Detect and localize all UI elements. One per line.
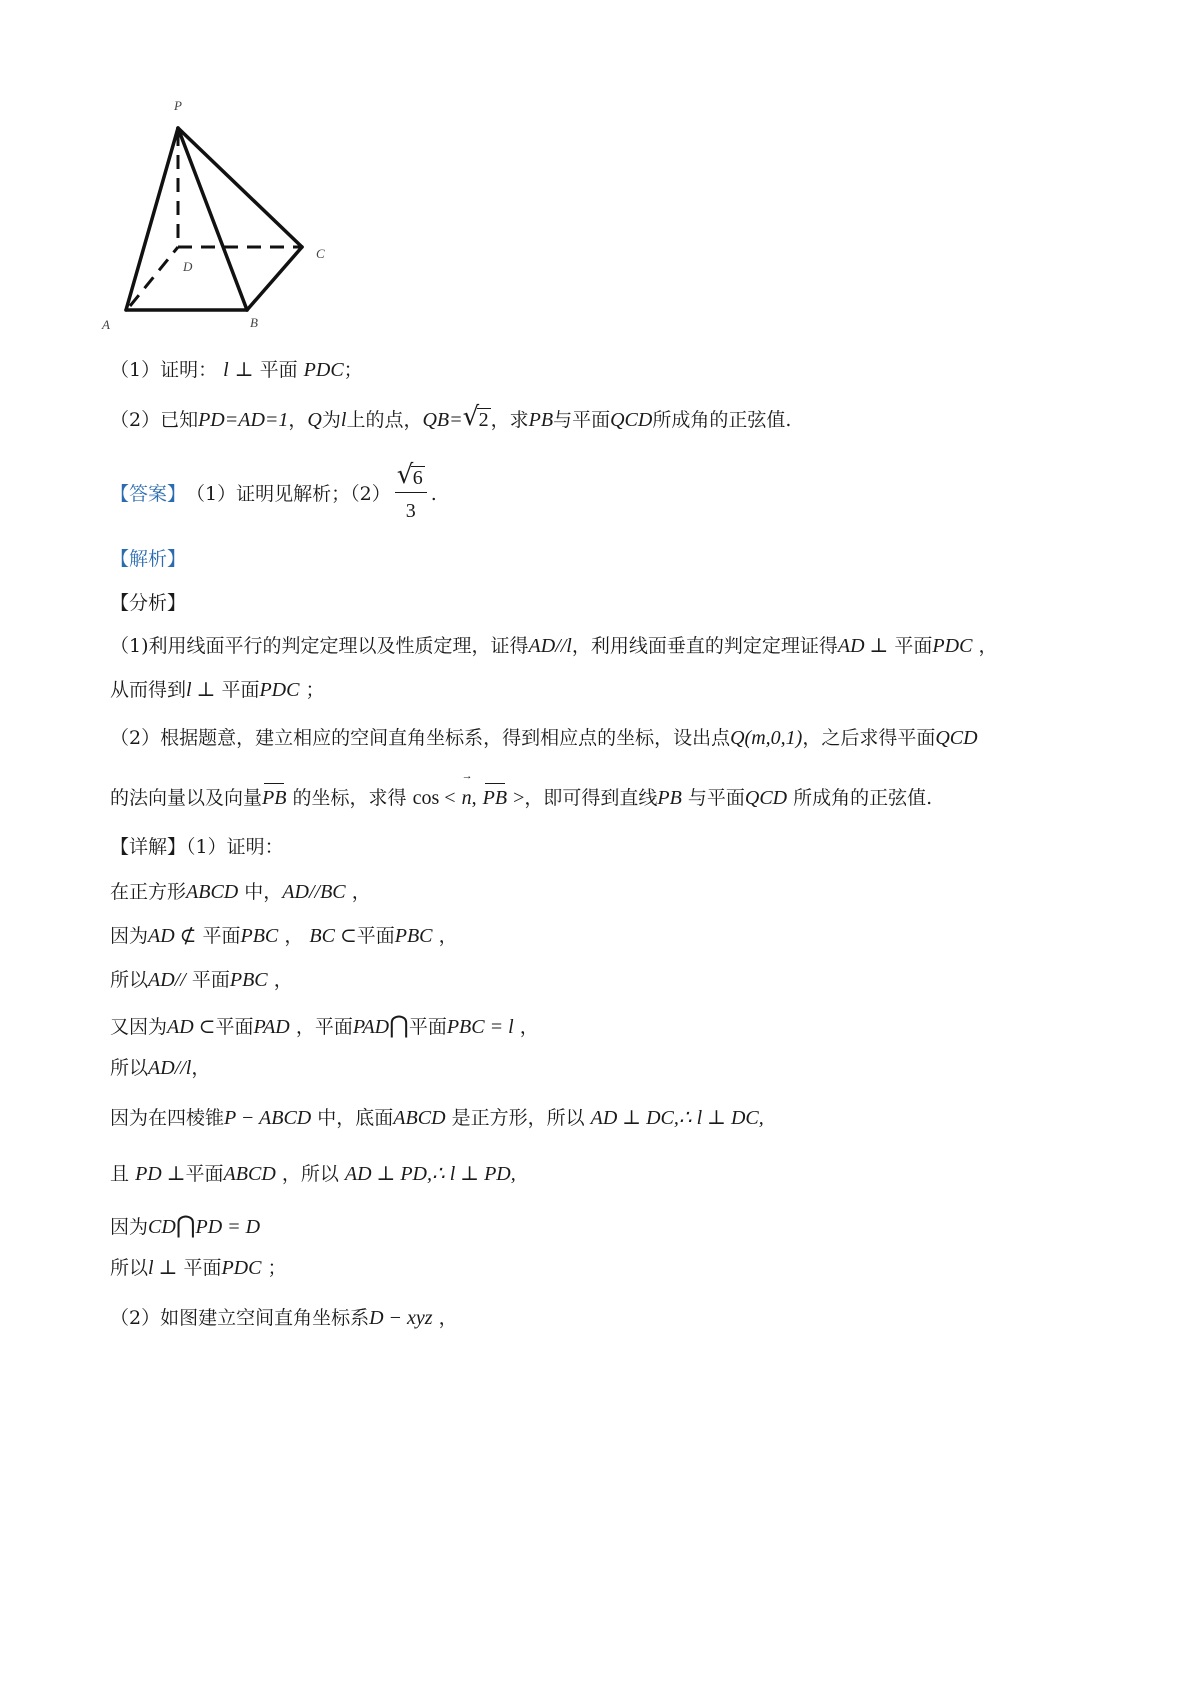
detail-line-10: [110, 1306, 458, 1330]
d7f: AD ⊥ PD,∴ l ⊥ PD,: [344, 1163, 516, 1185]
d8a: 因为: [110, 1216, 149, 1238]
q2-end: 所成角的正弦值.: [652, 409, 792, 431]
d9a: 所以: [110, 1257, 149, 1279]
d8b: CD: [148, 1216, 176, 1238]
d2b: AD ⊄: [148, 925, 197, 947]
d10c: ，: [438, 1307, 458, 1329]
q2-on: 上的点，: [346, 409, 423, 431]
vector-PB: PB: [262, 787, 287, 809]
analysis-4j: PB: [657, 787, 682, 809]
d5b: AD//l: [148, 1057, 192, 1079]
d1a: 在正方形: [110, 881, 187, 903]
d7d: ABCD: [223, 1163, 276, 1185]
analysis-1a: （1)利用线面平行的判定定理以及性质定理，证得: [110, 635, 529, 657]
analysis-4a: 的法向量以及向量: [110, 787, 263, 809]
analysis-1e: 平面: [894, 635, 933, 657]
vector-n: → n: [462, 786, 472, 810]
analysis-1c: ，利用线面垂直的判定定理证得: [571, 635, 838, 657]
q2-mid: ，求: [490, 409, 529, 431]
d9c: 平面: [183, 1257, 222, 1279]
detail-tag: 【详解】: [110, 836, 187, 858]
analysis-2a: 从而得到: [110, 679, 187, 701]
analysis-2d: PDC: [259, 679, 300, 701]
detail-line-5: [110, 1056, 210, 1080]
q1-prefix: （1）证明：: [110, 359, 218, 381]
d7e: ，所以: [281, 1163, 339, 1185]
d3c: 平面: [191, 969, 230, 991]
d4f: PAD: [352, 1016, 390, 1038]
d5c: ，: [191, 1057, 211, 1079]
q2-prefix: （2）已知: [110, 409, 199, 431]
answer-text: （1）证明见解析；（2）: [186, 483, 391, 506]
d3e: ，: [273, 969, 293, 991]
d1b: ABCD: [186, 881, 239, 903]
q2-Q: Q: [307, 409, 322, 431]
analysis-2e: ；: [305, 679, 325, 701]
d4h: 平面: [408, 1016, 447, 1038]
detail-line-2: [110, 924, 458, 948]
analysis-1b: AD//l: [528, 635, 572, 657]
d2h: PBC: [394, 925, 433, 947]
analysis-3b: Q: [730, 727, 745, 749]
d7a: 且: [110, 1163, 130, 1185]
d2g: 平面: [356, 925, 395, 947]
d8d: PD = D: [195, 1216, 261, 1238]
d7c: 平面: [185, 1163, 224, 1185]
analysis-4f: ,: [471, 787, 477, 809]
d4e: ，平面: [295, 1016, 353, 1038]
q2-wei: 为: [321, 409, 341, 431]
analysis-line-1: [110, 634, 997, 658]
answer-num: 6: [412, 467, 423, 489]
d6f: AD ⊥ DC,∴ l ⊥ DC,: [590, 1107, 764, 1129]
edge-PA: [126, 128, 178, 310]
d2f: BC ⊂: [309, 925, 357, 947]
analysis-line-2: [110, 678, 325, 702]
answer-den: 3: [405, 500, 416, 522]
d10b: D − xyz: [369, 1307, 433, 1329]
pyramid-figure: [90, 88, 350, 348]
answer-line: [110, 460, 437, 523]
d5a: 所以: [110, 1057, 149, 1079]
answer-tag: 【答案】: [110, 483, 187, 506]
vector-PB-2: PB: [482, 787, 508, 809]
sqrt-2-arg: 2: [478, 409, 489, 431]
detail-head: （1）证明：: [186, 836, 284, 858]
d4a: 又因为: [110, 1016, 168, 1038]
d10a: （2）如图建立空间直角坐标系: [110, 1307, 370, 1329]
edge-PB: [178, 128, 247, 310]
d6d: ABCD: [393, 1107, 446, 1129]
q1-plane: 平面: [259, 359, 298, 381]
question-2: [110, 402, 792, 432]
d2i: ，: [438, 925, 458, 947]
d2c: 平面: [202, 925, 241, 947]
d1d: AD//BC: [282, 881, 346, 903]
analysis-line-3: [110, 726, 978, 750]
analysis-3d: ，之后求得平面: [802, 727, 936, 749]
d4b: AD ⊂: [167, 1016, 216, 1038]
d9b: l ⊥: [148, 1257, 178, 1279]
label-P: P: [174, 98, 182, 113]
answer-fraction: √ 6 3: [395, 466, 427, 523]
analysis-1f: PDC: [932, 635, 973, 657]
d6c: 中，底面: [317, 1107, 394, 1129]
d4d: PAD: [253, 1016, 290, 1038]
label-A: A: [102, 317, 110, 332]
analysis-3c: (m,0,1): [744, 727, 803, 749]
d1c: 中，: [244, 881, 283, 903]
d4i: PBC = l: [446, 1016, 514, 1038]
fenxi-heading: 【分析】: [110, 592, 187, 614]
sqrt-2: √ 2: [462, 402, 489, 432]
detail-line-4: [110, 1012, 539, 1041]
q2-pb: PB: [528, 409, 554, 431]
q2-qb: QB=: [422, 409, 463, 431]
d4g: ⋂: [389, 1013, 409, 1039]
edge-BC: [247, 247, 302, 310]
d9d: PDC: [221, 1257, 262, 1279]
analysis-3a: （2）根据题意，建立相应的空间直角坐标系，得到相应点的坐标，设出点: [110, 727, 731, 749]
d6b: P − ABCD: [224, 1107, 312, 1129]
analysis-4m: 所成角的正弦值.: [793, 787, 933, 809]
analysis-line-4: [110, 786, 932, 810]
label-D: D: [183, 259, 193, 274]
q1-pdc: PDC: [303, 359, 344, 381]
d1e: ，: [351, 881, 371, 903]
detail-line-6: [110, 1106, 764, 1130]
d7b: PD ⊥: [135, 1163, 186, 1185]
label-C: C: [316, 246, 325, 261]
d9e: ；: [267, 1257, 287, 1279]
detail-line-9: [110, 1256, 287, 1280]
detail-line-1: [110, 880, 371, 904]
d3d: PBC: [229, 969, 268, 991]
q2-cond: PD=AD=1: [198, 409, 289, 431]
d2a: 因为: [110, 925, 149, 947]
d8c: ⋂: [175, 1213, 196, 1239]
d3b: AD//: [148, 969, 186, 991]
detail-heading: [110, 836, 284, 859]
label-B: B: [250, 315, 258, 330]
q2-l: l: [340, 409, 347, 431]
q1-perp: ⊥: [234, 359, 254, 381]
analysis-2c: 平面: [221, 679, 260, 701]
analysis-1g: ，: [978, 635, 998, 657]
analysis-2b: l ⊥: [186, 679, 216, 701]
analysis-4l: QCD: [744, 787, 788, 809]
detail-line-7: [110, 1162, 516, 1186]
edge-PC: [178, 128, 302, 247]
d3a: 所以: [110, 969, 149, 991]
q1-l: l: [223, 359, 229, 381]
q1-end: ；: [343, 359, 363, 381]
analysis-3e: QCD: [935, 727, 978, 749]
analysis-1d: AD ⊥: [837, 635, 889, 657]
d2d: PBC: [240, 925, 279, 947]
analysis-cos: cos <: [412, 787, 456, 809]
analysis-4k: 与平面: [687, 787, 745, 809]
question-1: [110, 358, 363, 382]
answer-end: .: [430, 483, 437, 506]
analysis-4i: ，即可得到直线: [524, 787, 658, 809]
jiexi-heading: 【解析】: [110, 548, 187, 570]
q2-comma: ，: [288, 409, 308, 431]
d4j: ，: [519, 1016, 539, 1038]
d6a: 因为在四棱锥: [110, 1107, 225, 1129]
analysis-4h: >: [513, 787, 525, 809]
q2-qcd: QCD: [610, 409, 653, 431]
d2e: ，: [284, 925, 304, 947]
q2-yu: 与平面: [553, 409, 611, 431]
detail-line-8: [110, 1212, 260, 1241]
analysis-4c: 的坐标，求得: [292, 787, 407, 809]
d6e: 是正方形，所以: [451, 1107, 585, 1129]
d4c: 平面: [215, 1016, 254, 1038]
detail-line-3: [110, 968, 293, 992]
